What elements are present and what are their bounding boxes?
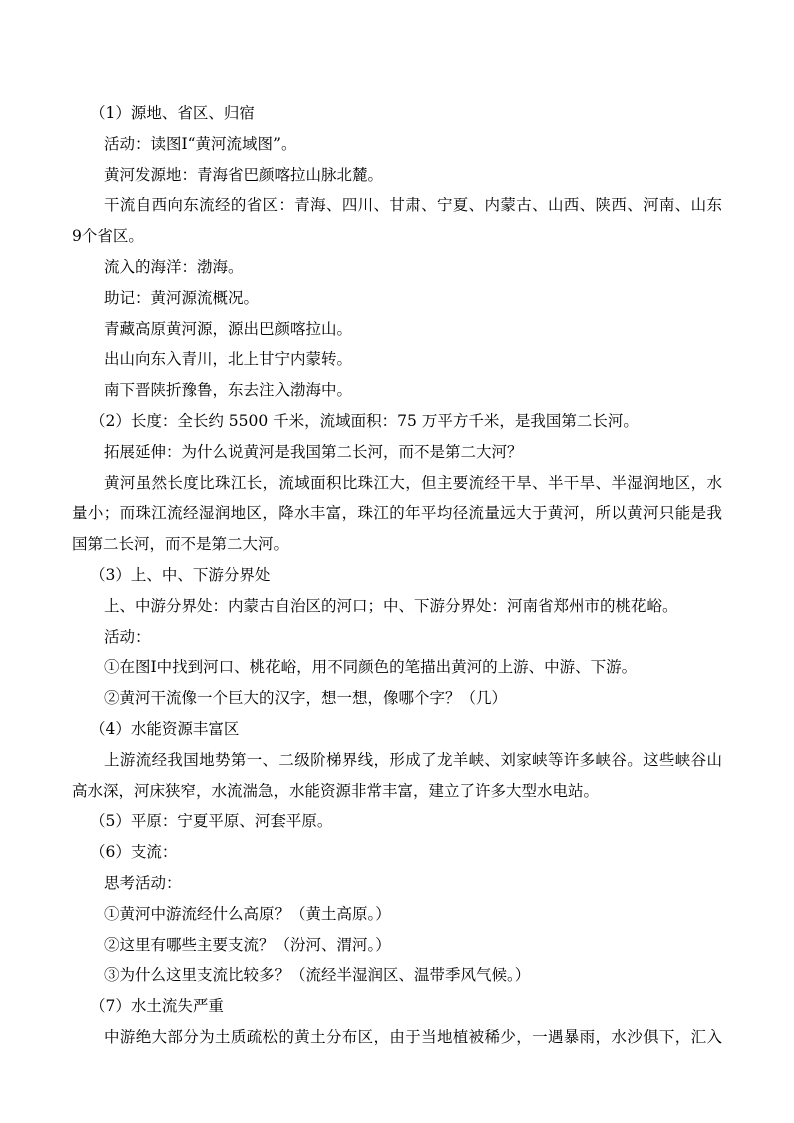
- paragraph-origin: 黄河发源地：青海省巴颜喀拉山脉北麓。: [104, 165, 384, 184]
- document-body: [72, 98, 722, 1053]
- paragraph-activity-map: 活动：读图Ⅰ“黄河流域图”。: [104, 134, 297, 153]
- paragraph-mnemonic-1: 青藏高原黄河源，源出巴颜喀拉山。: [104, 319, 353, 338]
- heading-tributaries: （6）支流：: [90, 843, 178, 862]
- heading-reaches: （3）上、中、下游分界处: [90, 565, 271, 584]
- paragraph-question-1: ①黄河中游流经什么高原？（黄土高原。）: [104, 904, 391, 923]
- paragraph-mnemonic-2: 出山向东入青川，北上甘宁内蒙转。: [104, 350, 353, 369]
- heading-source-provinces: （1）源地、省区、归宿: [90, 104, 255, 122]
- paragraph-explanation-line1: 黄河虽然长度比珠江长，流域面积比珠江大，但主要流经干旱、半干旱、半湿润地区，水: [104, 473, 722, 492]
- paragraph-extension-question: 拓展延伸：为什么说黄河是我国第二长河，而不是第二大河？: [104, 442, 523, 461]
- heading-erosion: （7）水土流失严重: [90, 997, 224, 1016]
- heading-plains: （5）平原：宁夏平原、河套平原。: [90, 812, 333, 831]
- paragraph-hydropower-line1: 上游流经我国地势第一、二级阶梯界线，形成了龙羊峡、刘家峡等许多峡谷。这些峡谷山: [104, 750, 722, 769]
- paragraph-activity-2: ②黄河干流像一个巨大的汉字，想一想，像哪个字？（几）: [104, 689, 508, 708]
- paragraph-activity-label: 活动：: [104, 627, 151, 646]
- paragraph-activity-1: ①在图Ⅰ中找到河口、桃花峪，用不同颜色的笔描出黄河的上游、中游、下游。: [104, 658, 638, 677]
- paragraph-boundaries: 上、中游分界处：内蒙古自治区的河口；中、下游分界处：河南省郑州市的桃花峪。: [104, 596, 678, 615]
- paragraph-erosion-line1: 中游绝大部分为土质疏松的黄土分布区，由于当地植被稀少，一遇暴雨，水沙俱下，汇入: [104, 1027, 722, 1046]
- paragraph-explanation-line3: 国第二长河，而不是第二大河。: [72, 535, 290, 554]
- paragraph-mnemonic-3: 南下晋陕折豫鲁，东去注入渤海中。: [104, 381, 353, 400]
- heading-hydropower: （4）水能资源丰富区: [90, 719, 240, 738]
- paragraph-provinces-line1: 干流自西向东流经的省区：青海、四川、甘肃、宁夏、内蒙古、山西、陕西、河南、山东: [104, 196, 722, 215]
- paragraph-provinces-line2: 9个省区。: [72, 227, 144, 246]
- paragraph-ocean: 流入的海洋：渤海。: [104, 257, 244, 276]
- paragraph-hydropower-line2: 高水深，河床狭窄，水流湍急，水能资源非常丰富，建立了许多大型水电站。: [72, 781, 600, 800]
- paragraph-explanation-line2: 量小；而珠江流经湿润地区，降水丰富，珠江的年平均径流量远大于黄河，所以黄河只能是我: [72, 504, 722, 523]
- paragraph-thinking-activity: 思考活动：: [104, 873, 182, 892]
- paragraph-question-2: ②这里有哪些主要支流？（汾河、渭河。）: [104, 935, 391, 954]
- heading-length: （2）长度：全长约 5500 千米，流域面积：75 万平方千米，是我国第二长河。: [90, 411, 639, 430]
- paragraph-mnemonic-title: 助记：黄河源流概况。: [104, 288, 260, 307]
- paragraph-question-3: ③为什么这里支流比较多？（流经半湿润区、温带季风气候。）: [104, 966, 531, 985]
